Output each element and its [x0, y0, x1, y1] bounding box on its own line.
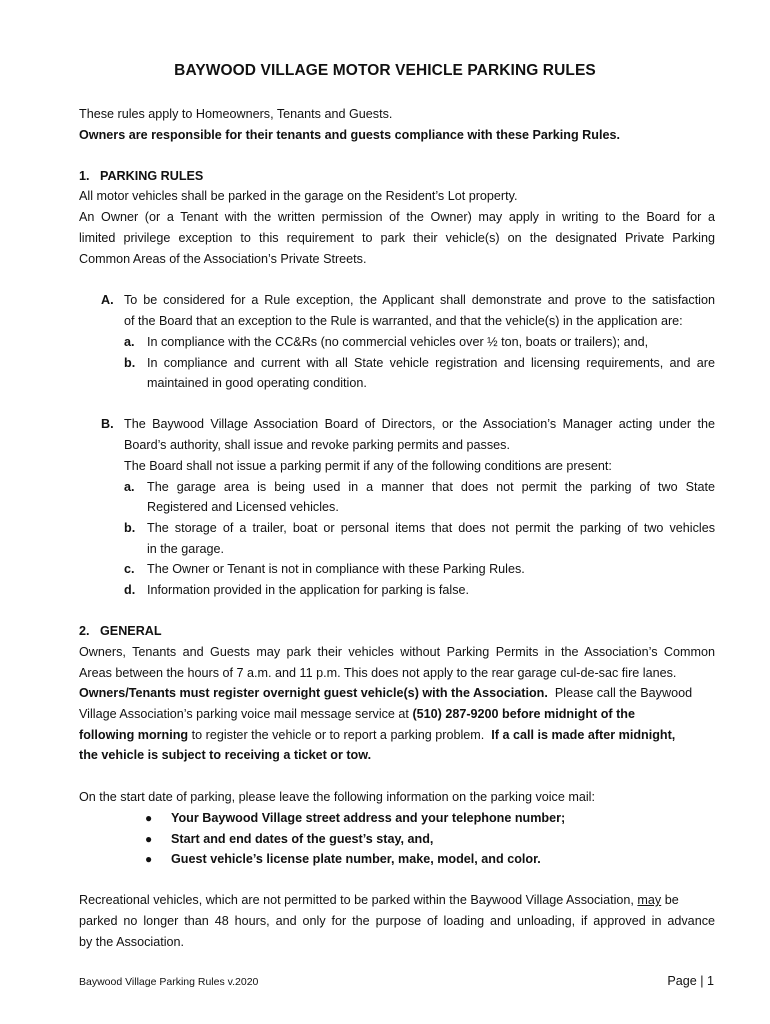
item-a-label: A. [101, 293, 114, 307]
s2-text: Village Association’s parking voice mail message service at [79, 707, 413, 721]
subitem-label: a. [124, 335, 135, 349]
s2-paragraph: Owners, Tenants and Guests may park their vehicles without Parking Permits in the Association’s Common [79, 645, 715, 659]
footer-document-name: Baywood Village Parking Rules v.2020 [79, 976, 259, 988]
intro-owners-responsibility: Owners are responsible for their tenants and guests compliance with these Parking Rules. [79, 128, 620, 142]
intro-line: These rules apply to Homeowners, Tenants and Guests. [79, 107, 393, 121]
s2-paragraph [79, 685, 715, 701]
item-b-text: The Board shall not issue a parking permit if any of the following conditions are present: [124, 459, 612, 473]
subitem-label: c. [124, 562, 135, 576]
s2-paragraph: Areas between the hours of 7 a.m. and 11 p.m. This does not apply to the rear garage cul-de-sac fire lanes. [79, 666, 677, 680]
bullet-icon: ● [145, 832, 153, 846]
subitem-text: Registered and Licensed vehicles. [147, 500, 339, 514]
subitem-text: The storage of a trailer, boat or personal items that does not permit the parking of two vehicles [147, 521, 715, 535]
s2-bold-text: following morning [79, 728, 189, 742]
item-a-text: of the Board that an exception to the Rule is warranted, and that the vehicle(s) in the application are: [124, 314, 683, 328]
subitem-label: b. [124, 521, 136, 535]
s2-text: Recreational vehicles, which are not permitted to be parked within the Baywood Village Association, [79, 893, 638, 907]
subitem-text: In compliance with the CC&Rs (no commercial vehicles over ½ ton, boats or trailers); and, [147, 335, 649, 349]
s2-text: be [661, 893, 679, 907]
subitem-text: The garage area is being used in a manner that does not permit the parking of two State [147, 480, 715, 494]
s2-paragraph [79, 892, 715, 908]
phone-number-text: (510) 287-9200 before midnight of the [412, 707, 635, 721]
s2-paragraph [79, 727, 715, 743]
item-b-text: The Baywood Village Association Board of Directors, or the Association’s Manager acting under the [124, 417, 715, 431]
overnight-registration-notice: Owners/Tenants must register overnight guest vehicle(s) with the Association. [79, 686, 548, 700]
bullet-item: Your Baywood Village street address and your telephone number; [171, 811, 566, 825]
subitem-text: The Owner or Tenant is not in compliance with these Parking Rules. [147, 562, 525, 576]
subitem-text: In compliance and current with all State vehicle registration and licensing requirements, and are [147, 356, 715, 370]
s2-paragraph: by the Association. [79, 935, 185, 949]
s1-paragraph: Common Areas of the Association’s Private Streets. [79, 252, 367, 266]
bullet-item: Guest vehicle’s license plate number, make, model, and color. [171, 852, 541, 866]
s1-paragraph: All motor vehicles shall be parked in the garage on the Resident’s Lot property. [79, 189, 518, 203]
subitem-label: d. [124, 583, 136, 597]
footer-page-number: Page | 1 [667, 974, 714, 988]
item-b-text: Board’s authority, shall issue and revoke parking permits and passes. [124, 438, 510, 452]
tow-warning: the vehicle is subject to receiving a ticket or tow. [79, 748, 372, 762]
s2-text: to register the vehicle or to report a parking problem. [188, 728, 492, 742]
subitem-text: in the garage. [147, 542, 225, 556]
subitem-text: maintained in good operating condition. [147, 376, 367, 390]
section-2-heading: 2. GENERAL [79, 624, 162, 638]
item-b-label: B. [101, 417, 114, 431]
s1-paragraph: An Owner (or a Tenant with the written permission of the Owner) may apply in writing to the Board for a [79, 210, 715, 224]
subitem-label: a. [124, 480, 135, 494]
subitem-text: Information provided in the application for parking is false. [147, 583, 470, 597]
section-1-heading: 1. PARKING RULES [79, 169, 204, 183]
s2-text: Please call the Baywood [547, 686, 693, 700]
bullet-icon: ● [145, 811, 153, 825]
bullet-item: Start and end dates of the guest’s stay, and, [171, 832, 434, 846]
s2-paragraph: parked no longer than 48 hours, and only for the purpose of loading and unloading, if approved in advance [79, 914, 715, 928]
s2-paragraph: On the start date of parking, please leave the following information on the parking voice mail: [79, 790, 595, 804]
item-a-text: To be considered for a Rule exception, the Applicant shall demonstrate and prove to the satisfaction [124, 293, 715, 307]
s2-paragraph [79, 706, 715, 722]
s2-bold-text: If a call is made after midnight, [491, 728, 676, 742]
s1-paragraph: limited privilege exception to this requirement to park their vehicle(s) on the designated Private Parking [79, 231, 715, 245]
document-title: BAYWOOD VILLAGE MOTOR VEHICLE PARKING RULES [174, 62, 596, 79]
subitem-label: b. [124, 356, 136, 370]
underlined-may: may [637, 893, 662, 907]
bullet-icon: ● [145, 852, 153, 866]
